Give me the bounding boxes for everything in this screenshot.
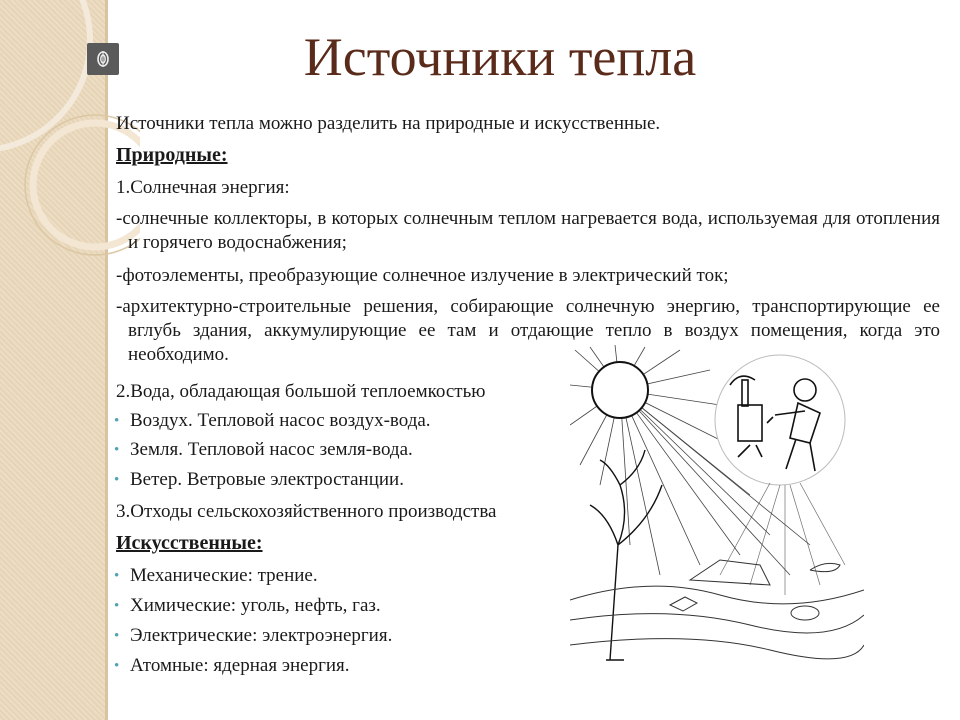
slide-title: Источники тепла xyxy=(303,27,697,87)
list-item-text: Атомные: ядерная энергия. xyxy=(130,655,350,676)
list-item xyxy=(116,468,404,492)
solar-collectors-text: -солнечные коллекторы, в которых солнечным теплом нагревается вода, используемая для отопления и горячего водоснабжения; xyxy=(116,208,940,253)
sun-heat-illustration xyxy=(570,345,864,670)
list-item-text: Воздух. Тепловой насос воздух-вода. xyxy=(130,410,431,431)
waste-item: 3.Отходы сельскохозяйственного производства xyxy=(116,501,497,522)
list-item xyxy=(116,654,350,678)
list-item xyxy=(116,594,381,618)
bullet-icon: • xyxy=(114,568,120,584)
bullet-icon: • xyxy=(114,472,120,488)
artificial-heading: Искусственные: xyxy=(116,532,263,554)
bullet-icon: • xyxy=(114,598,120,614)
list-item-text: Земля. Тепловой насос земля-вода. xyxy=(130,439,413,460)
bullet-icon: • xyxy=(114,413,120,429)
bullet-icon: • xyxy=(114,442,120,458)
natural-heading: Природные: xyxy=(116,144,228,166)
bullet-icon: • xyxy=(114,628,120,644)
list-item-text: Электрические: электроэнергия. xyxy=(130,625,393,646)
speaker-icon[interactable] xyxy=(87,43,119,75)
water-item: 2.Вода, обладающая большой теплоемкостью xyxy=(116,381,486,402)
bullet-icon: • xyxy=(114,658,120,674)
photo-cells-text: -фотоэлементы, преобразующие солнечное излучение в электрический ток; xyxy=(116,265,729,286)
intro-text: Источники тепла можно разделить на природные и искусственные. xyxy=(116,113,661,134)
list-item-text: Механические: трение. xyxy=(130,565,318,586)
arch-solutions-text: -архитектурно-строительные решения, собирающие солнечную энергию, транспортирующие ее вглубь здания, аккумулирующие ее там и отдающие тепло в воздух помещения, когда это необходимо. xyxy=(116,296,940,365)
list-item xyxy=(116,624,392,648)
solar-item: 1.Солнечная энергия: xyxy=(116,177,290,198)
list-item-text: Ветер. Ветровые электростанции. xyxy=(130,469,404,490)
list-item xyxy=(116,564,318,588)
list-item xyxy=(116,438,413,462)
list-item-text: Химические: уголь, нефть, газ. xyxy=(130,595,381,616)
list-item xyxy=(116,409,431,433)
